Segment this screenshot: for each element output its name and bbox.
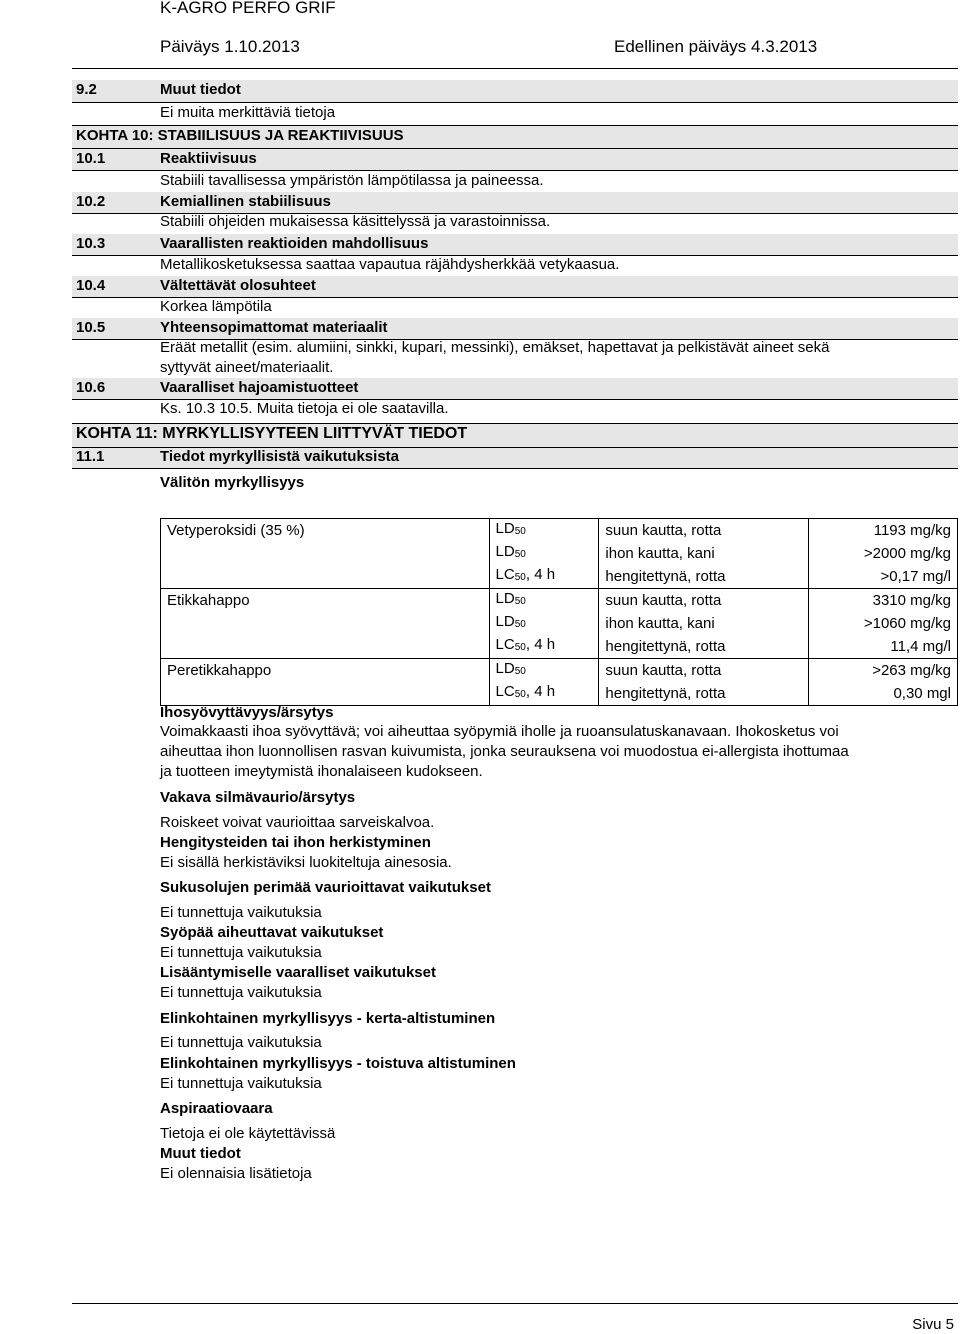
test-type-cell xyxy=(489,682,599,706)
reproductive-title: Lisääntymiselle vaaralliset vaikutukset xyxy=(160,964,436,981)
section-text: Stabiili ohjeiden mukaisessa käsittelyssä ja varastoinnissa. xyxy=(160,213,551,230)
carcinogenicity-text: Ei tunnettuja vaikutuksia xyxy=(160,944,322,961)
header-divider xyxy=(72,68,958,69)
section-text: Ei muita merkittäviä tietoja xyxy=(160,104,336,121)
test-type: LD xyxy=(495,520,515,537)
substance-cell: Peretikkahappo xyxy=(161,659,490,683)
test-type: LD xyxy=(495,590,515,607)
irritation-text: Voimakkaasti ihoa syövyttävä; voi aiheuttaa syöpymiä iholle ja ruoansulatuskanavaan. Ihokosketus voi xyxy=(160,723,839,740)
test-type-cell xyxy=(489,589,599,613)
section-number: 10.5 xyxy=(76,319,106,336)
section-title: Reaktiivisuus xyxy=(160,150,257,167)
stot-repeated-text: Ei tunnettuja vaikutuksia xyxy=(160,1075,322,1092)
route-cell: suun kautta, rotta xyxy=(599,589,809,613)
section-number: 10.6 xyxy=(76,379,106,396)
section-number: 10.4 xyxy=(76,277,106,294)
test-type: LC xyxy=(495,683,515,700)
mutagenicity-text: Ei tunnettuja vaikutuksia xyxy=(160,904,322,921)
substance-cell xyxy=(161,542,490,565)
other-info-title: Muut tiedot xyxy=(160,1145,241,1162)
section-rule xyxy=(72,170,958,171)
sensitisation-text: Ei sisällä herkistäviksi luokiteltuja ainesosia. xyxy=(160,854,452,871)
test-type-subscript: 50 xyxy=(514,526,526,537)
other-info-text: Ei olennaisia lisätietoja xyxy=(160,1165,312,1182)
section-rule xyxy=(72,468,958,469)
stot-single-text: Ei tunnettuja vaikutuksia xyxy=(160,1034,322,1051)
section-number: 10.2 xyxy=(76,193,106,210)
substance-cell: Vetyperoksidi (35 %) xyxy=(161,519,490,543)
test-type-subscript: 50 xyxy=(514,689,526,700)
carcinogenicity-title: Syöpää aiheuttavat vaikutukset xyxy=(160,924,384,941)
aspiration-text: Tietoja ei ole käytettävissä xyxy=(160,1125,336,1142)
value-cell: 1193 mg/kg xyxy=(809,519,958,543)
substance-cell xyxy=(161,682,490,706)
route-cell: hengitettynä, rotta xyxy=(599,635,809,659)
value-cell: >0,17 mg/l xyxy=(809,565,958,589)
table-row xyxy=(161,682,958,706)
section-number: 9.2 xyxy=(76,81,97,98)
issue-date: Päiväys 1.10.2013 xyxy=(160,37,300,56)
route-cell: suun kautta, rotta xyxy=(599,659,809,683)
product-name: K-AGRO PERFO GRIF xyxy=(160,0,336,17)
reproductive-text: Ei tunnettuja vaikutuksia xyxy=(160,984,322,1001)
test-type: LD xyxy=(495,660,515,677)
section-rule xyxy=(72,102,958,103)
table-row xyxy=(161,589,958,613)
test-type-cell xyxy=(489,519,599,543)
section-number: 10.3 xyxy=(76,235,106,252)
irritation-title: Ihosyövyttävyys/ärsytys xyxy=(160,704,334,721)
test-type-cell xyxy=(489,565,599,589)
route-cell: suun kautta, rotta xyxy=(599,519,809,543)
section-title: Tiedot myrkyllisistä vaikutuksista xyxy=(160,448,399,465)
eye-text: Roiskeet voivat vaurioittaa sarveiskalvoa. xyxy=(160,814,435,831)
previous-date: Edellinen päiväys 4.3.2013 xyxy=(614,37,818,56)
test-type-cell xyxy=(489,542,599,565)
test-type-subscript: 50 xyxy=(514,619,526,630)
test-type-subscript: 50 xyxy=(514,642,526,653)
table-row xyxy=(161,519,958,543)
irritation-text: ja tuotteen imeytymistä ihonalaiseen kudokseen. xyxy=(160,763,483,780)
irritation-text: aiheuttaa ihon luonnollisen rasvan kuivumista, jonka seurauksena voi muodostua ei-allergista ihottumaa xyxy=(160,743,849,760)
section-title: Vaarallisten reaktioiden mahdollisuus xyxy=(160,235,429,252)
test-type-subscript: 50 xyxy=(514,549,526,560)
test-type-subscript: 50 xyxy=(514,572,526,583)
sensitisation-title: Hengitysteiden tai ihon herkistyminen xyxy=(160,834,431,851)
route-cell: hengitettynä, rotta xyxy=(599,682,809,706)
value-cell: >1060 mg/kg xyxy=(809,612,958,635)
section-text: Eräät metallit (esim. alumiini, sinkki, kupari, messinki), emäkset, hapettavat ja pelkistävät aineet sekä xyxy=(160,339,830,356)
test-type: LD xyxy=(495,543,515,560)
section-text: Ks. 10.3 10.5. Muita tietoja ei ole saatavilla. xyxy=(160,400,449,417)
eye-title: Vakava silmävaurio/ärsytys xyxy=(160,789,356,806)
table-row xyxy=(161,542,958,565)
substance-cell: Etikkahappo xyxy=(161,589,490,613)
value-cell: 3310 mg/kg xyxy=(809,589,958,613)
substance-cell xyxy=(161,565,490,589)
section-text: Stabiili tavallisessa ympäristön lämpötilassa ja paineessa. xyxy=(160,172,544,189)
section-title: Vaaralliset hajoamistuotteet xyxy=(160,379,359,396)
test-type-cell xyxy=(489,612,599,635)
test-duration: , 4 h xyxy=(525,636,556,653)
footer-divider xyxy=(72,1303,958,1304)
chapter-rule-top xyxy=(72,125,958,126)
route-cell: ihon kautta, kani xyxy=(599,542,809,565)
stot-repeated-title: Elinkohtainen myrkyllisyys - toistuva altistuminen xyxy=(160,1055,516,1072)
table-row xyxy=(161,565,958,589)
stot-single-title: Elinkohtainen myrkyllisyys - kerta-altistuminen xyxy=(160,1010,496,1027)
mutagenicity-title: Sukusolujen perimää vaurioittavat vaikutukset xyxy=(160,879,491,896)
section-text: syttyvät aineet/materiaalit. xyxy=(160,359,334,376)
chapter-heading: KOHTA 11: MYRKYLLISYYTEEN LIITTYVÄT TIEDOT xyxy=(76,425,468,442)
test-type-cell xyxy=(489,635,599,659)
value-cell: 11,4 mg/l xyxy=(809,635,958,659)
section-title: Muut tiedot xyxy=(160,81,241,98)
section-title: Kemiallinen stabiilisuus xyxy=(160,193,331,210)
aspiration-title: Aspiraatiovaara xyxy=(160,1100,273,1117)
test-type-subscript: 50 xyxy=(514,596,526,607)
test-type: LC xyxy=(495,636,515,653)
acute-toxicity-table xyxy=(160,518,958,706)
substance-cell xyxy=(161,612,490,635)
route-cell: hengitettynä, rotta xyxy=(599,565,809,589)
value-cell: >2000 mg/kg xyxy=(809,542,958,565)
table-row xyxy=(161,635,958,659)
chapter-heading: KOHTA 10: STABIILISUUS JA REAKTIIVISUUS xyxy=(76,127,404,144)
page-number: Sivu 5 xyxy=(912,1316,954,1333)
value-cell: >263 mg/kg xyxy=(809,659,958,683)
section-number: 10.1 xyxy=(76,150,106,167)
test-type-cell xyxy=(489,659,599,683)
subsection-title: Välitön myrkyllisyys xyxy=(160,474,305,491)
test-duration: , 4 h xyxy=(525,683,556,700)
test-type: LC xyxy=(495,566,515,583)
substance-cell xyxy=(161,635,490,659)
table-row xyxy=(161,659,958,683)
test-duration: , 4 h xyxy=(525,566,556,583)
section-text: Korkea lämpötila xyxy=(160,298,272,315)
route-cell: ihon kautta, kani xyxy=(599,612,809,635)
test-type: LD xyxy=(495,613,515,630)
section-title: Yhteensopimattomat materiaalit xyxy=(160,319,388,336)
chapter-rule-top xyxy=(72,423,958,424)
section-title: Vältettävät olosuhteet xyxy=(160,277,316,294)
section-number: 11.1 xyxy=(76,448,105,465)
table-row xyxy=(161,612,958,635)
test-type-subscript: 50 xyxy=(514,666,526,677)
section-text: Metallikosketuksessa saattaa vapautua räjähdysherkkää vetykaasua. xyxy=(160,256,620,273)
value-cell: 0,30 mgl xyxy=(809,682,958,706)
